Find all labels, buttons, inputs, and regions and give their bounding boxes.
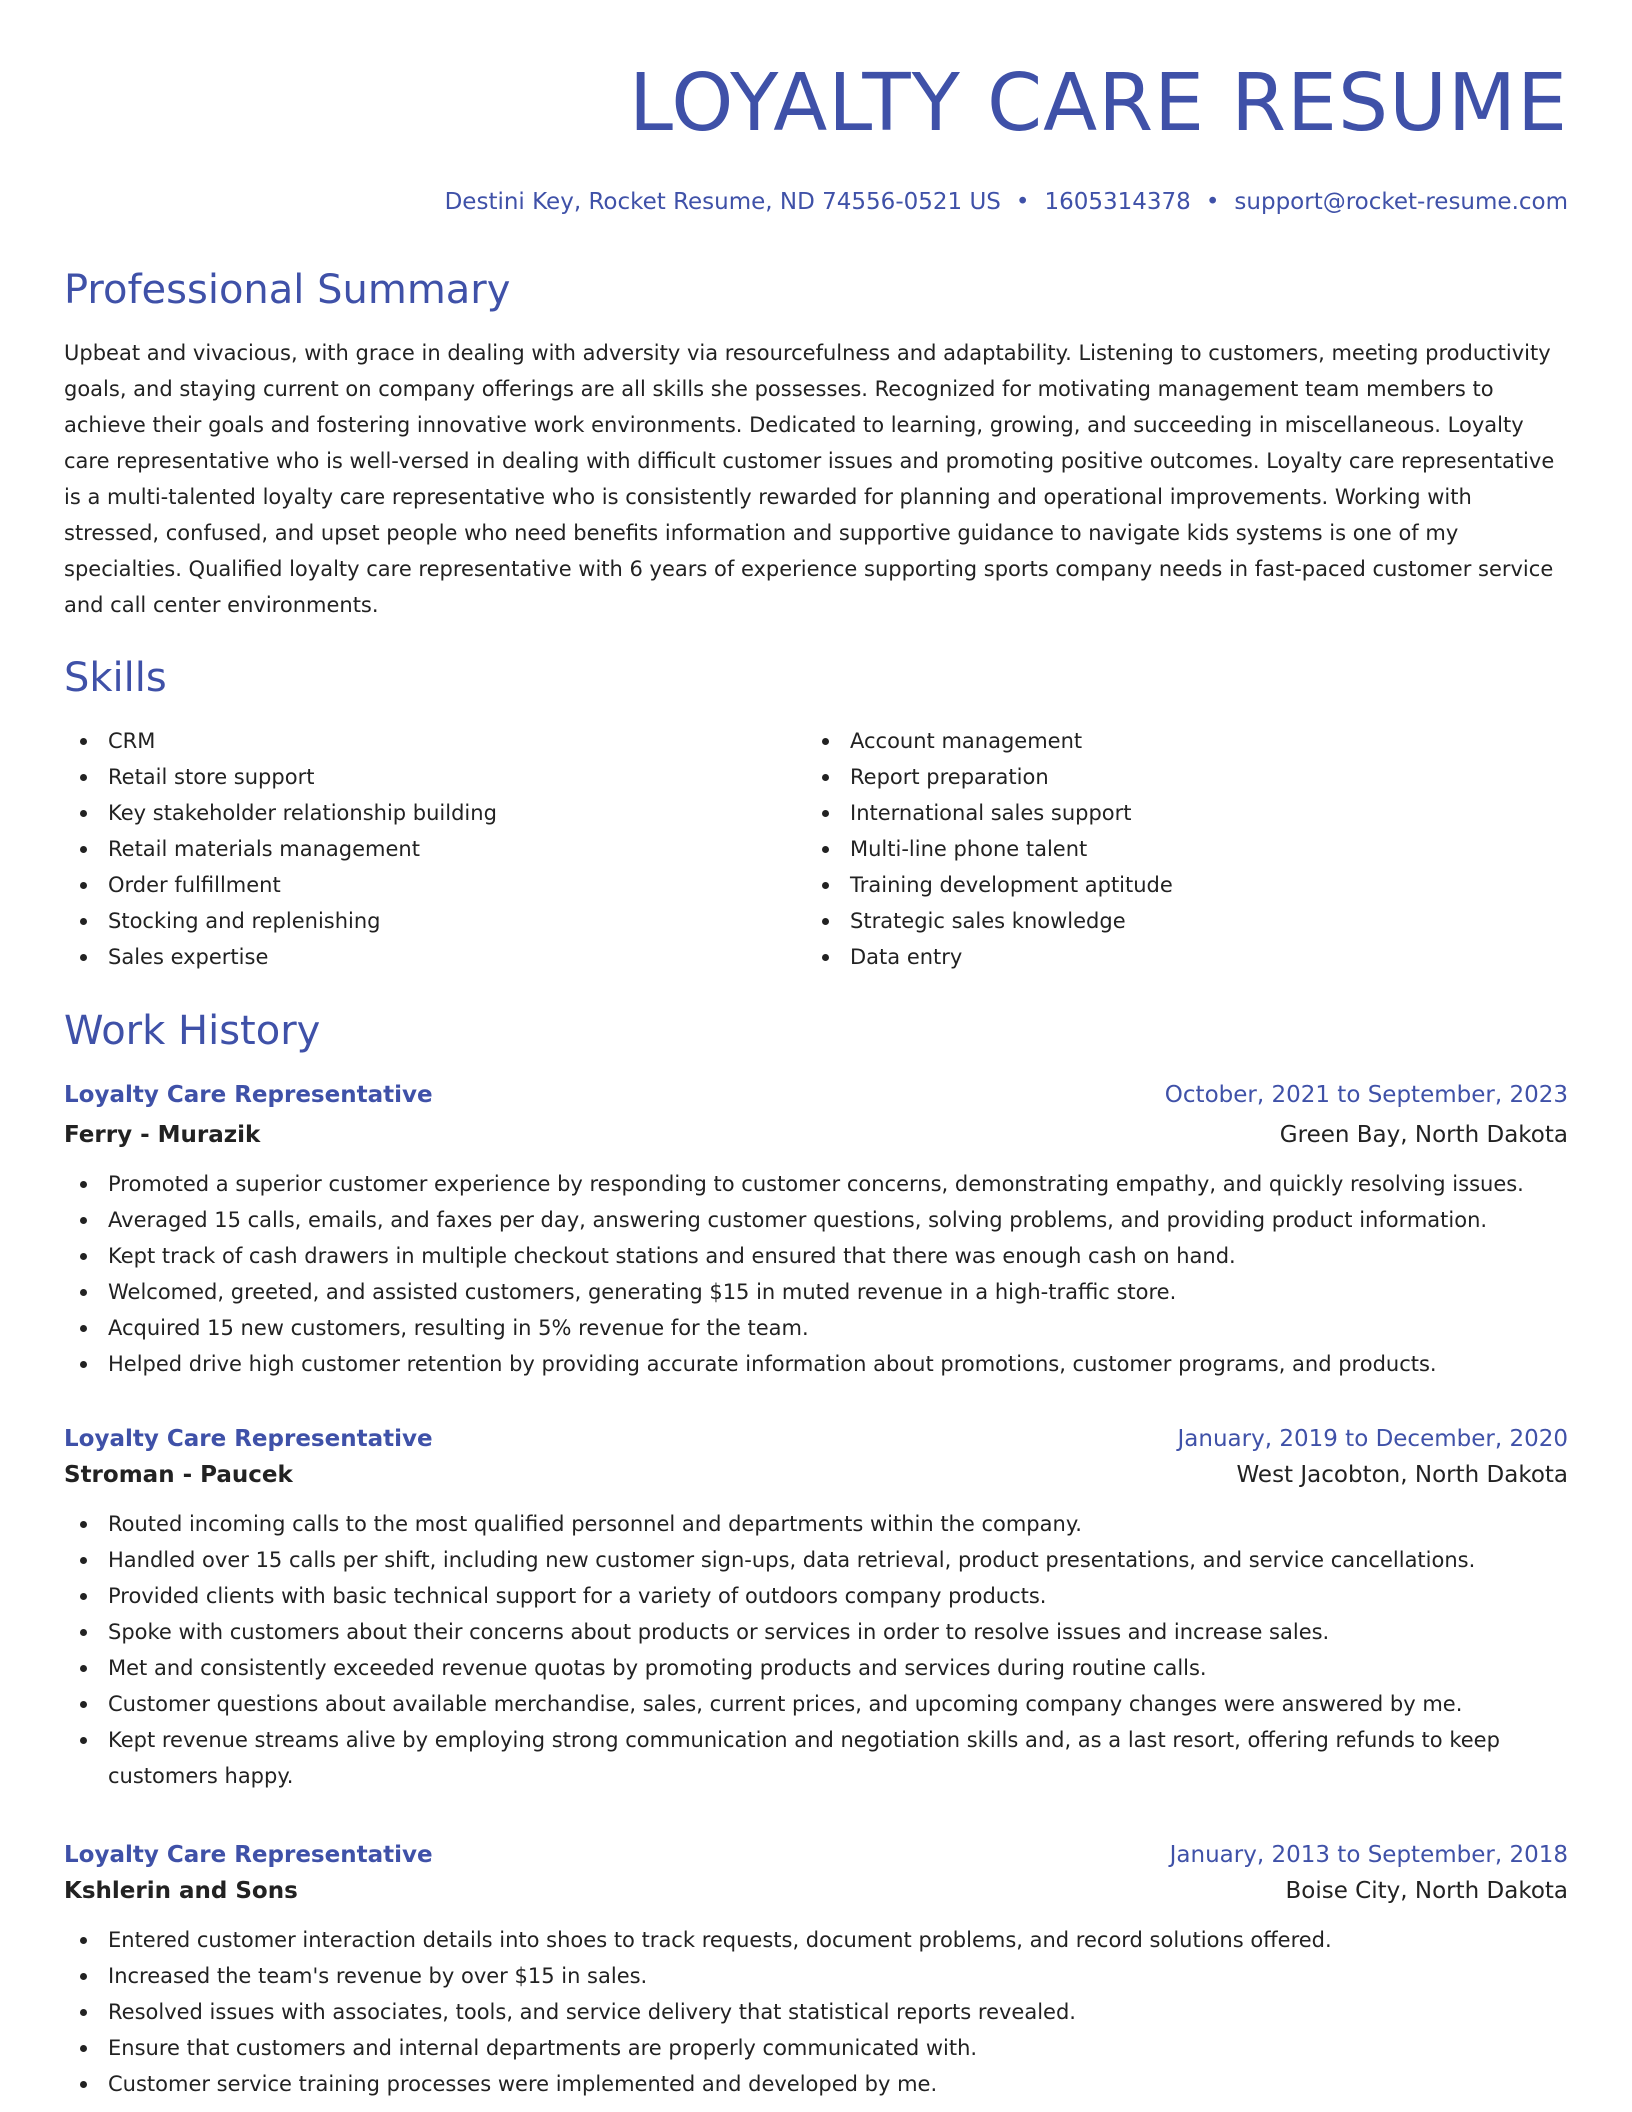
job-bullet: Provided clients with basic technical support for a variety of outdoors company products.: [80, 1578, 1568, 1614]
skill-item: CRM: [80, 723, 497, 759]
contact-address: Destini Key, Rocket Resume, ND 74556-0521 US: [444, 189, 1001, 215]
section-heading-work-history: Work History: [64, 1008, 321, 1054]
job-dates: October, 2021 to September, 2023: [1164, 1082, 1568, 1108]
job-bullet: Routed incoming calls to the most qualified personnel and departments within the company.: [80, 1506, 1568, 1542]
job-bullet: Averaged 15 calls, emails, and faxes per day, answering customer questions, solving problems, and providing product information.: [80, 1202, 1568, 1238]
job-header-row: [64, 1424, 1568, 1454]
skill-item: Order fulfillment: [80, 867, 497, 903]
job-bullet: Customer service training processes were implemented and developed by me.: [80, 2066, 1568, 2102]
job-dates: January, 2013 to September, 2018: [1169, 1842, 1568, 1868]
job-entry: [64, 1080, 1568, 1382]
skill-item: International sales support: [822, 795, 1173, 831]
job-bullet: Met and consistently exceeded revenue quotas by promoting products and services during routine calls.: [80, 1650, 1568, 1686]
job-location: Boise City, North Dakota: [1285, 1878, 1568, 1904]
job-bullets: [64, 1506, 1568, 1794]
job-title: Loyalty Care Representative: [64, 1426, 433, 1452]
job-bullet: Increased the team's revenue by over $15 in sales.: [80, 1958, 1568, 1994]
job-bullet: Kept revenue streams alive by employing strong communication and negotiation skills and, as a last resort, offering refunds to keep customers happy.: [80, 1722, 1568, 1794]
job-company: Stroman - Paucek: [64, 1462, 293, 1488]
job-bullet: Entered customer interaction details into shoes to track requests, document problems, and record solutions offered.: [80, 1922, 1568, 1958]
section-heading-skills: Skills: [64, 655, 167, 701]
skill-item: Retail materials management: [80, 831, 497, 867]
job-company: Ferry - Murazik: [64, 1122, 261, 1148]
section-heading-summary: Professional Summary: [64, 267, 511, 313]
job-bullet: Ensure that customers and internal departments are properly communicated with.: [80, 2030, 1568, 2066]
contact-separator: •: [1205, 189, 1220, 215]
job-bullet: Kept track of cash drawers in multiple checkout stations and ensured that there was enough cash on hand.: [80, 1238, 1568, 1274]
job-subheader-row: [64, 1460, 1568, 1490]
job-bullet: Spoke with customers about their concerns about products or services in order to resolve issues and increase sales.: [80, 1614, 1568, 1650]
job-bullet: Welcomed, greeted, and assisted customers, generating $15 in muted revenue in a high-traffic store.: [80, 1274, 1568, 1310]
summary-text: Upbeat and vivacious, with grace in dealing with adversity via resourcefulness and adaptability. Listening to customers, meeting productivity goals, and staying current on company offerings are all skills she possesses. Recognized for motivating management team members to achieve their goals and fostering innovative work environments. Dedicated to learning, growing, and succeeding in miscellaneous. Loyalty care representative who is well-versed in dealing with difficult customer issues and promoting positive outcomes. Loyalty care representative is a multi-talented loyalty care representative who is consistently rewarded for planning and operational improvements. Working with stressed, confused, and upset people who need benefits information and supportive guidance to navigate kids systems is one of my specialties. Qualified loyalty care representative with 6 years of experience supporting sports company needs in fast-paced customer service and call center environments.: [64, 341, 1555, 617]
job-header-row: [64, 1080, 1568, 1110]
skill-item: Training development aptitude: [822, 867, 1173, 903]
skills-list-right: [822, 723, 1173, 975]
job-location: Green Bay, North Dakota: [1279, 1122, 1568, 1148]
skill-item: Key stakeholder relationship building: [80, 795, 497, 831]
job-header-row: [64, 1840, 1568, 1870]
job-bullet: Resolved issues with associates, tools, and service delivery that statistical reports revealed.: [80, 1994, 1568, 2030]
job-subheader-row: [64, 1120, 1568, 1150]
job-bullet: Promoted a superior customer experience by responding to customer concerns, demonstrating empathy, and quickly resolving issues.: [80, 1166, 1568, 1202]
contact-separator: •: [1015, 189, 1030, 215]
skill-item: Retail store support: [80, 759, 497, 795]
skills-list-left: [80, 723, 497, 975]
skill-item: Data entry: [822, 939, 1173, 975]
job-company: Kshlerin and Sons: [64, 1878, 298, 1904]
job-entry: [64, 1424, 1568, 1794]
job-bullets: [64, 1922, 1568, 2102]
job-entry: [64, 1840, 1568, 2102]
job-title: Loyalty Care Representative: [64, 1842, 433, 1868]
job-bullet: Customer questions about available merchandise, sales, current prices, and upcoming company changes were answered by me.: [80, 1686, 1568, 1722]
job-bullet: Handled over 15 calls per shift, including new customer sign-ups, data retrieval, product presentations, and service cancellations.: [80, 1542, 1568, 1578]
job-location: West Jacobton, North Dakota: [1236, 1462, 1568, 1488]
contact-phone: 1605314378: [1044, 189, 1191, 215]
skill-item: Report preparation: [822, 759, 1173, 795]
contact-email: support@rocket-resume.com: [1234, 189, 1568, 215]
job-dates: January, 2019 to December, 2020: [1177, 1426, 1568, 1452]
contact-line: [445, 187, 1568, 217]
skill-item: Account management: [822, 723, 1173, 759]
job-bullets: [64, 1166, 1568, 1382]
job-bullet: Acquired 15 new customers, resulting in 5% revenue for the team.: [80, 1310, 1568, 1346]
skill-item: Sales expertise: [80, 939, 497, 975]
job-bullet: Helped drive high customer retention by providing accurate information about promotions, customer programs, and products.: [80, 1346, 1568, 1382]
job-subheader-row: [64, 1876, 1568, 1906]
resume-title: LOYALTY CARE RESUME: [629, 57, 1568, 149]
skill-item: Stocking and replenishing: [80, 903, 497, 939]
job-title: Loyalty Care Representative: [64, 1082, 433, 1108]
skill-item: Strategic sales knowledge: [822, 903, 1173, 939]
skill-item: Multi-line phone talent: [822, 831, 1173, 867]
